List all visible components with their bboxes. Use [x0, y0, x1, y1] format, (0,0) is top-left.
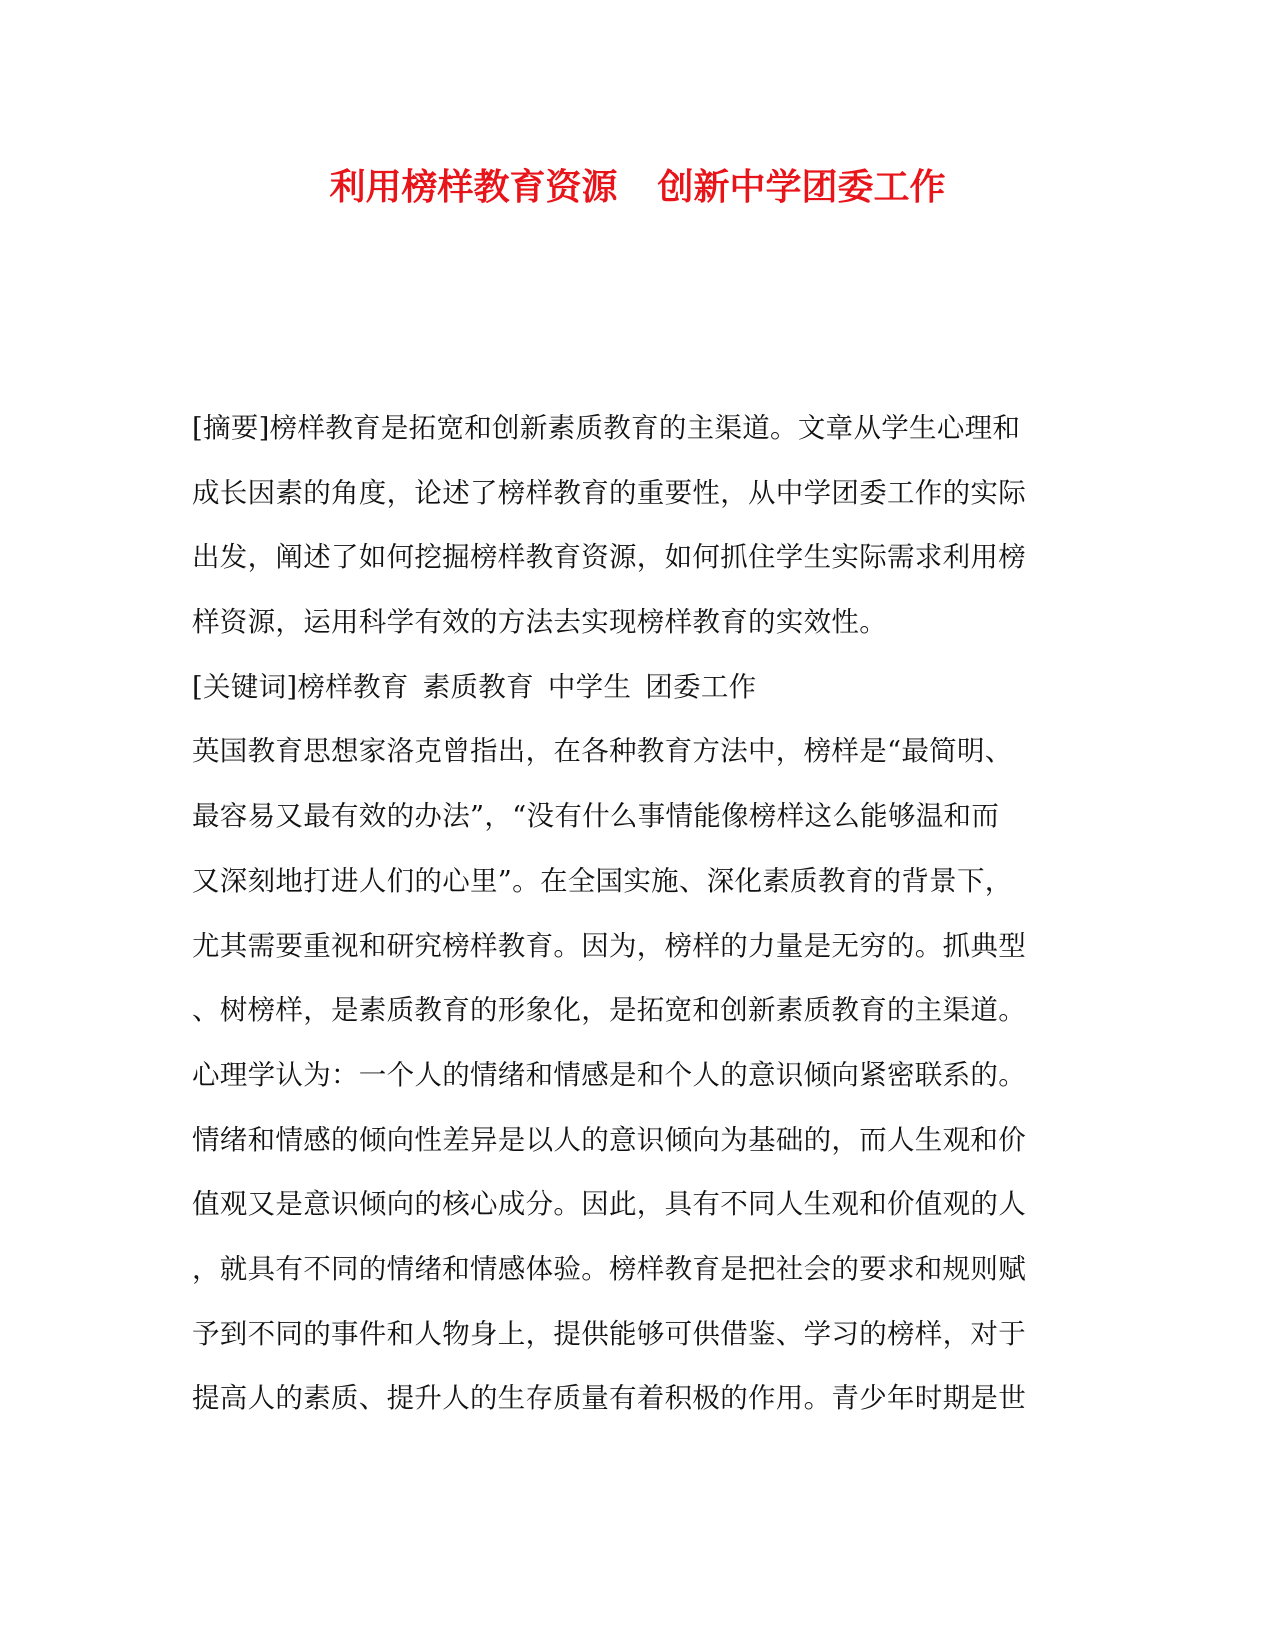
paragraph-line: 最容易又最有效的办法”，“没有什么事情能像榜样这么能够温和而 — [192, 800, 1000, 833]
keyword: 素质教育 — [422, 670, 534, 703]
paragraph-line: 提高人的素质、提升人的生存质量有着积极的作用。青少年时期是世 — [192, 1382, 1026, 1415]
keyword: 中学生 — [547, 670, 632, 703]
paragraph-line: 予到不同的事件和人物身上，提供能够可供借鉴、学习的榜样，对于 — [192, 1317, 1026, 1350]
abstract-line: 样资源，运用科学有效的方法去实现榜样教育的实效性。 — [192, 606, 887, 639]
paragraph-line: 、树榜样，是素质教育的形象化，是拓宽和创新素质教育的主渠道。 — [192, 994, 1026, 1027]
paragraph-line: 心理学认为：一个人的情绪和情感是和个人的意识倾向紧密联系的。 — [192, 1058, 1026, 1091]
title-part-1: 利用榜样教育资源 — [329, 167, 618, 208]
keywords-label: [关键词]榜样教育 — [192, 670, 409, 703]
document-body — [192, 408, 1072, 1443]
document-title — [0, 166, 1275, 210]
keywords-line — [192, 667, 1072, 732]
title-part-2: 创新中学团委工作 — [657, 167, 946, 208]
paragraph-line: 尤其需要重视和研究榜样教育。因为，榜样的力量是无穷的。抓典型 — [192, 929, 1026, 962]
keyword: 团委工作 — [645, 670, 757, 703]
paragraph-line: 又深刻地打进人们的心里”。在全国实施、深化素质教育的背景下， — [192, 864, 1013, 897]
paragraph-line: 情绪和情感的倾向性差异是以人的意识倾向为基础的，而人生观和价 — [192, 1123, 1026, 1156]
abstract-line: [摘要]榜样教育是拓宽和创新素质教育的主渠道。文章从学生心理和 — [192, 412, 1021, 444]
abstract-line: 出发，阐述了如何挖掘榜样教育资源，如何抓住学生实际需求利用榜 — [192, 541, 1026, 574]
paragraph-line: ，就具有不同的情绪和情感体验。榜样教育是把社会的要求和规则赋 — [192, 1252, 1026, 1285]
abstract-line: 成长因素的角度，论述了榜样教育的重要性，从中学团委工作的实际 — [192, 476, 1026, 509]
paragraph-line: 值观又是意识倾向的核心成分。因此，具有不同人生观和价值观的人 — [192, 1188, 1026, 1221]
paragraph-line: 英国教育思想家洛克曾指出，在各种教育方法中，榜样是“最简明、 — [192, 735, 1013, 768]
